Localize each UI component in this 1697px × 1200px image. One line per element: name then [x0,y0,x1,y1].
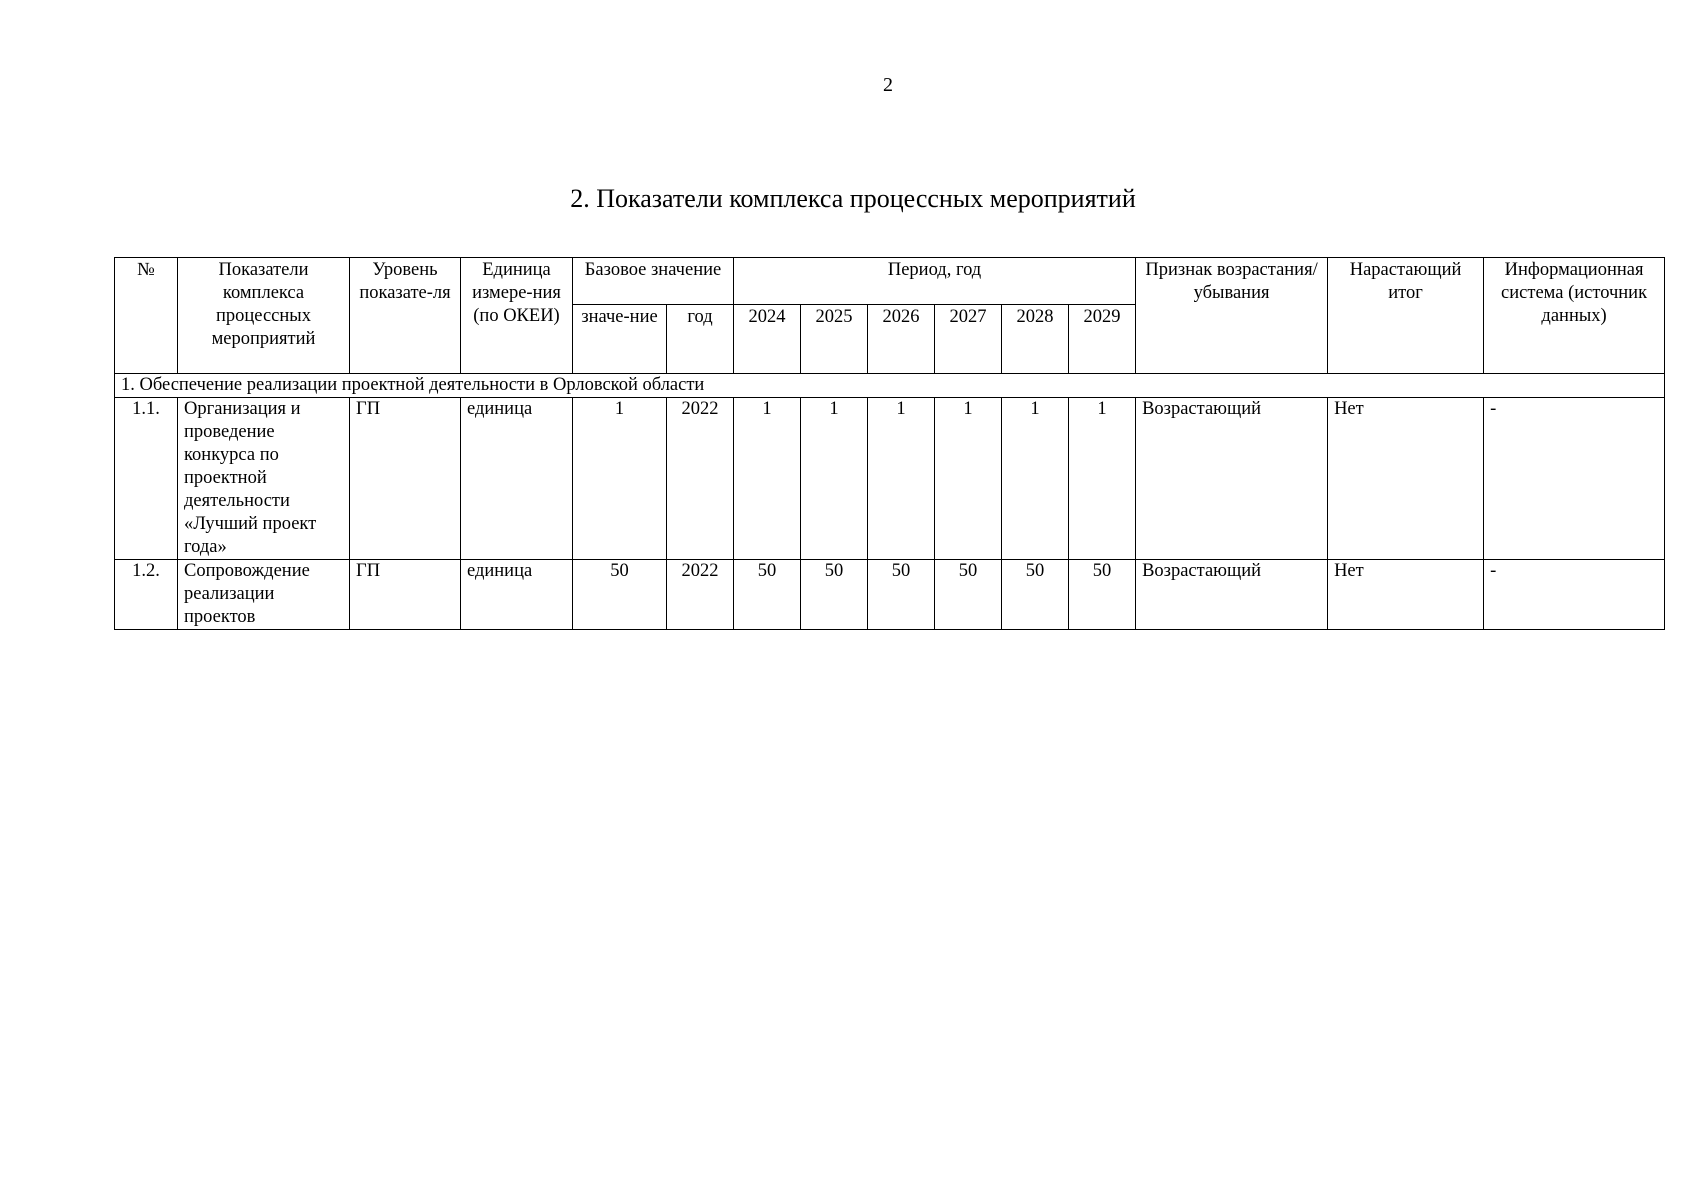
row-year-value: 50 [734,560,801,630]
row-base-value: 1 [573,398,667,560]
section-title: 2. Показатели комплекса процессных мероприятий [570,184,1136,213]
row-level: ГП [350,560,461,630]
row-trend: Возрастающий [1136,398,1328,560]
header-level: Уровень показате-ля [350,258,461,374]
header-year: 2028 [1002,305,1069,374]
row-name: Сопровождение реализации проектов [178,560,350,630]
section-label: 1. Обеспечение реализации проектной деятельности в Орловской области [115,374,1665,398]
table-row [115,560,1665,630]
row-year-value: 50 [1002,560,1069,630]
header-year: 2025 [801,305,868,374]
row-year-value: 50 [868,560,935,630]
row-base-year: 2022 [667,398,734,560]
header-base-year: год [667,305,734,374]
header-year: 2029 [1069,305,1136,374]
header-indicator: Показатели комплекса процессных мероприятий [178,258,350,374]
row-num: 1.2. [115,560,178,630]
section-row [115,374,1665,398]
row-year-value: 50 [935,560,1002,630]
header-info-system: Информационная система (источник данных) [1484,258,1665,374]
row-unit: единица [461,560,573,630]
row-cumulative: Нет [1328,560,1484,630]
header-base-value: значе-ние [573,305,667,374]
table-row [115,398,1665,560]
header-cumulative: Нарастающий итог [1328,258,1484,374]
row-year-value: 1 [1002,398,1069,560]
row-year-value: 1 [935,398,1002,560]
row-base-year: 2022 [667,560,734,630]
row-year-value: 1 [734,398,801,560]
page-number: 2 [883,74,893,96]
header-trend: Признак возрастания/ убывания [1136,258,1328,374]
header-num: № [115,258,178,374]
row-unit: единица [461,398,573,560]
row-info-system: - [1484,560,1665,630]
row-num: 1.1. [115,398,178,560]
row-cumulative: Нет [1328,398,1484,560]
header-year: 2026 [868,305,935,374]
row-base-value: 50 [573,560,667,630]
header-period: Период, год [734,258,1136,305]
row-level: ГП [350,398,461,560]
indicators-table [114,257,1665,630]
header-year: 2024 [734,305,801,374]
row-info-system: - [1484,398,1665,560]
row-name: Организация и проведение конкурса по проектной деятельности «Лучший проект года» [178,398,350,560]
row-year-value: 1 [801,398,868,560]
header-base: Базовое значение [573,258,734,305]
row-year-value: 1 [1069,398,1136,560]
header-year: 2027 [935,305,1002,374]
row-trend: Возрастающий [1136,560,1328,630]
row-year-value: 50 [801,560,868,630]
row-year-value: 1 [868,398,935,560]
header-row-top [115,258,1665,305]
row-year-value: 50 [1069,560,1136,630]
header-unit: Единица измере-ния (по ОКЕИ) [461,258,573,374]
